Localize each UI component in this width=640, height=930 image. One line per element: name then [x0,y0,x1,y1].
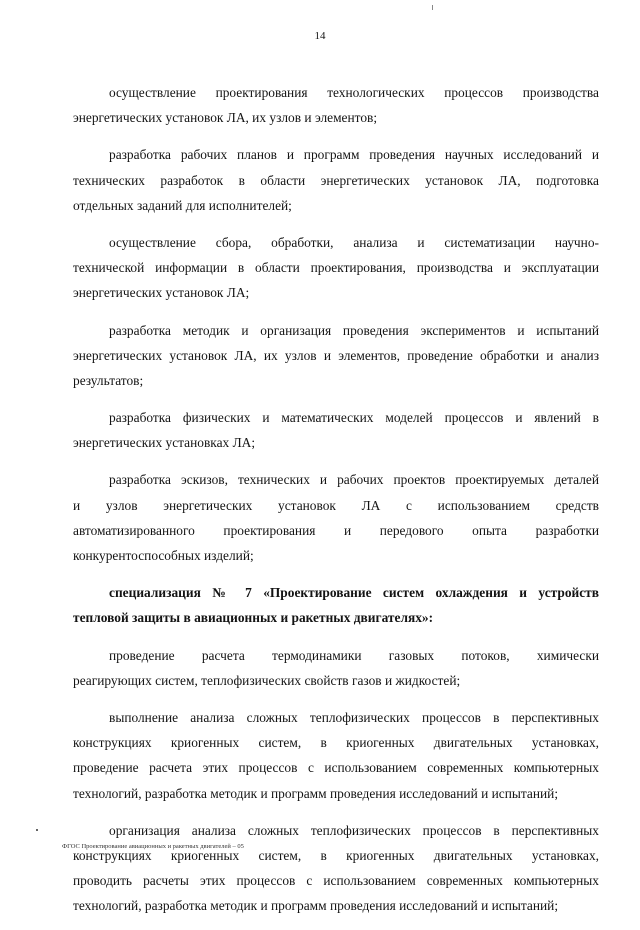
specialization-heading [73,580,599,630]
text-line: технических разработок в области энергетических установок ЛА, подготовка [73,172,599,188]
text-line: конкурентоспособных изделий; [73,548,254,563]
scan-speck [36,829,38,831]
text-line: специализация № 7 «Проектирование систем охлаждения и устройств [109,585,599,601]
text-line: осуществление сбора, обработки, анализа и систематизации научно- [109,234,599,250]
scan-speck [432,5,433,10]
page-footer: ФГОС Проектирование авиационных и ракетных двигателей – 05 [62,843,244,850]
paragraph [73,142,599,218]
text-line: конструкциях криогенных систем, в криогенных двигательных установках, [73,735,599,751]
text-line: разработка эскизов, технических и рабочих проектов проектируемых деталей [109,472,599,488]
paragraph [73,230,599,306]
paragraph [73,705,599,806]
text-line: проведение расчета термодинамики газовых потоков, химически [109,647,599,663]
page-number: 14 [314,30,326,42]
text-line: разработка рабочих планов и программ проведения научных исследований и [109,147,599,163]
text-line: энергетических установок ЛА, их узлов и элементов; [73,110,378,126]
paragraph [73,405,599,455]
body-text [73,80,599,930]
paragraph [73,467,599,568]
text-line: технологий, разработка методик и программ проведения исследований и испытаний; [73,785,559,801]
text-line: выполнение анализа сложных теплофизических процессов в перспективных [109,709,599,725]
text-line: технической информации в области проектирования, производства и эксплуатации [73,260,599,276]
text-line: проведение расчета этих процессов с использованием современных компьютерных [73,760,599,776]
text-line: реагирующих систем, теплофизических свойств газов и жидкостей; [73,672,461,688]
text-line: и узлов энергетических установок ЛА с использованием средств [73,497,599,513]
text-line: энергетических установок ЛА; [73,285,250,301]
text-line: результатов; [73,372,144,388]
text-line: проводить расчеты этих процессов с использованием современных компьютерных [73,873,599,889]
text-line: тепловой защиты в авиационных и ракетных двигателях»: [73,610,434,626]
text-line: автоматизированного проектирования и передового опыта разработки [73,522,599,538]
text-line: отдельных заданий для исполнителей; [73,197,292,213]
text-line: энергетических установках ЛА; [73,435,256,451]
paragraph [73,818,599,919]
paragraph [73,643,599,693]
text-line: организация анализа сложных теплофизических процессов в перспективных [109,822,599,838]
text-line: осуществление проектирования технологических процессов производства [109,85,599,100]
text-line: конструкциях криогенных систем, в криогенных двигательных установках, [73,847,599,863]
text-line: разработка физических и математических моделей процессов и явлений в [109,410,599,426]
paragraph [73,80,599,130]
paragraph [73,318,599,394]
text-line: энергетических установок ЛА, их узлов и элементов, проведение обработки и анализ [73,347,599,363]
text-line: разработка методик и организация проведения экспериментов и испытаний [109,322,599,338]
text-line: технологий, разработка методик и программ проведения исследований и испытаний; [73,898,559,914]
